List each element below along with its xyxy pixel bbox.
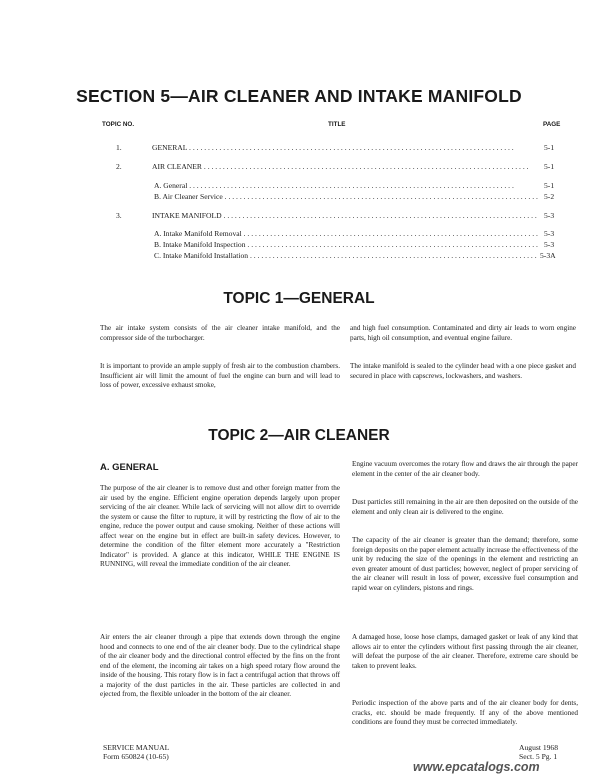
toc-page: 5-3 — [544, 240, 555, 249]
toc-page: 5-1 — [544, 181, 555, 190]
toc-label: B. Intake Manifold Inspection . . . — [154, 240, 538, 250]
toc-header-page: PAGE — [543, 121, 561, 128]
toc-page: 5-3A — [540, 251, 556, 260]
toc-page: 5-2 — [544, 192, 555, 201]
topic1-left-para: The air intake system consists of the air cleaner intake manifold, and the compressor side of the turbocharger. — [100, 324, 340, 342]
footer-date: August 1968 — [519, 743, 559, 752]
toc-label: A. Intake Manifold Removal . . . — [154, 229, 538, 239]
topic1-right-para: and high fuel consumption. Contaminated and dirty air leads to worn engine parts, high oil consumption, and eventual engine failure. — [350, 324, 576, 342]
toc-label: A. General . . . — [154, 181, 538, 191]
toc-label: GENERAL . . . — [152, 143, 538, 153]
topic2-left-para: Air enters the air cleaner through a pipe that extends down through the engine hood and connects to one end of the air cleaner body. Due to the cylindrical shape of the air cleaner body and the directional control effected by the fins on the front end of the element, the incoming air takes on a high speed rotary flow around the inside of the housing. This rotary flow is in fact a centrifugal action that throws off a majority of the dust particles in the air. These particles are collected in and ejected from, the flexible unloader in the bottom of the air cleaner. — [100, 633, 340, 698]
subheading-general: A. GENERAL — [100, 462, 159, 473]
toc-label: INTAKE MANIFOLD . . . — [152, 211, 538, 221]
toc-label: AIR CLEANER . . . — [152, 162, 538, 172]
topic2-right-para: The capacity of the air cleaner is greater than the demand; therefore, some foreign deposits on the paper element actually increase the effectiveness of the unit by reducing the size of the openings in the element and restricting an even greater amount of dust particles; however, neglect of proper servicing of the air cleaner will result in loss of power, excessive fuel consumption and rapid wear on cylinders, pistons and rings. — [352, 536, 578, 592]
footer-form: Form 650824 (10-65) — [103, 752, 169, 761]
topic1-title: TOPIC 1—GENERAL — [223, 290, 375, 307]
toc-header-topic: TOPIC NO. — [102, 121, 135, 128]
toc-label: C. Intake Manifold Installation . . . — [154, 251, 538, 261]
toc-page: 5-1 — [544, 162, 555, 171]
footer-manual: SERVICE MANUAL — [103, 743, 170, 752]
footer-section-page: Sect. 5 Pg. 1 — [519, 752, 558, 761]
topic2-right-para: Engine vacuum overcomes the rotary flow and draws the air through the paper element in the center of the air cleaner body. — [352, 460, 578, 478]
topic2-right-para: Periodic inspection of the above parts and of the air cleaner body for dents, cracks, etc. should be made frequently. If any of the above mentioned conditions are found they must be corrected immediately. — [352, 699, 578, 726]
topic2-title: TOPIC 2—AIR CLEANER — [208, 427, 390, 444]
topic2-right-para: Dust particles still remaining in the air are then deposited on the outside of the element and only clean air is delivered to the engine. — [352, 498, 578, 516]
topic2-right-para: A damaged hose, loose hose clamps, damaged gasket or leak of any kind that allows air to enter the cylinders without first passing through the air cleaner, will defeat the purpose of the air cleaner. Therefore, extreme care should be taken to prevent leaks. — [352, 633, 578, 670]
toc-number: 3. — [116, 211, 122, 220]
topic2-left-para: The purpose of the air cleaner is to remove dust and other foreign matter from the air used by the engine. Efficient engine operation depends largely upon proper servicing of the air cleaner. While lack of servicing will not allow dirt to override the system or cause the filter to rupture, it will by restricting the flow of air to the engine, reduce the power output and cause smoking. Neither of these actions will affect wear on the engine but in effect are built-in safety devices. However, to determine the condition of the filter element more accurately a "Restriction Indicator" is provided. A glance at this indicator, WHILE THE ENGINE IS RUNNING, will reveal the immediate condition of the air cleaner. — [100, 484, 340, 568]
topic1-right-para: The intake manifold is sealed to the cylinder head with a one piece gasket and secured in place with capscrews, lockwashers, and washers. — [350, 362, 576, 380]
toc-header-title: TITLE — [328, 121, 346, 128]
topic1-left-para: It is important to provide an ample supply of fresh air to the combustion chambers. Insufficient air will limit the amount of fuel the engine can burn and will lead to loss of power, excessive exhaust smoke, — [100, 362, 340, 389]
toc-page: 5-3 — [544, 229, 555, 238]
section-title: SECTION 5—AIR CLEANER AND INTAKE MANIFOLD — [76, 86, 522, 106]
toc-label: B. Air Cleaner Service . . . — [154, 192, 538, 202]
toc-number: 1. — [116, 143, 122, 152]
toc-page: 5-1 — [544, 143, 555, 152]
watermark: www.epcatalogs.com — [413, 760, 540, 774]
toc-page: 5-3 — [544, 211, 555, 220]
toc-number: 2. — [116, 162, 122, 171]
